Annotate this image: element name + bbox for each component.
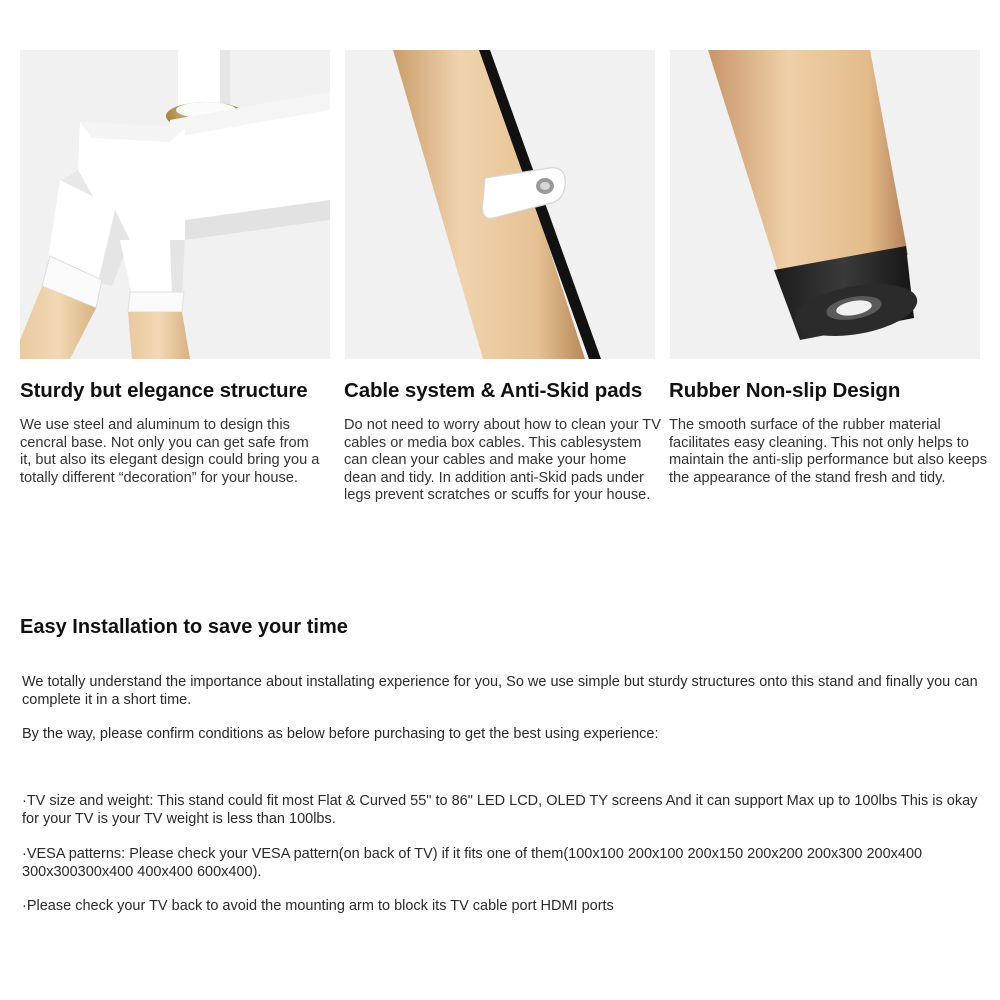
installation-note: By the way, please confirm conditions as below before purchasing to get the best using experience: [22,726,659,742]
condition-ports: ·Please check your TV back to avoid the mounting arm to block its TV cable port HDMI ports [22,898,614,914]
feature-title-cable: Cable system & Anti-Skid pads [344,379,643,402]
feature-photo-cable [345,50,655,359]
feature-photo-base [20,50,330,359]
cable-clip-illustration [345,50,655,359]
installation-title: Easy Installation to save your time [20,616,348,638]
feature-body-rubber: The smooth surface of the rubber material facilitates easy cleaning. This not only helps to maintain the anti-slip performance but also keeps the appearance of the stand fresh and tidy. [669,417,987,486]
base-joint-illustration [20,50,330,359]
installation-intro: We totally understand the importance about installating experience for you, So we use simple but sturdy structures onto this stand and finally you can complete it in a short time. [22,674,978,708]
rubber-foot-illustration [670,50,980,359]
condition-vesa: ·VESA patterns: Please check your VESA pattern(on back of TV) if it fits one of them(100x100 200x100 200x150 200x200 200x300 200x400 300x300300x400 400x400 600x400). [22,846,923,880]
feature-body-cable: Do not need to worry about how to clean your TV cables or media box cables. This cablesystem can clean your cables and make your home dean and tidy. In addition anti-Skid pads under legs prevent scratches or scuffs for your house. [344,417,661,504]
feature-title-rubber: Rubber Non-slip Design [669,379,901,402]
feature-photo-rubber [670,50,980,359]
feature-body-structure: We use steel and aluminum to design this cencral base. Not only you can get safe from it, but also its elegant design could bring you a totally different “decoration” for your house. [20,417,320,486]
condition-tv-size: ·TV size and weight: This stand could fit most Flat & Curved 55" to 86" LED LCD, OLED TY screens And it can support Max up to 100lbs This is okay for your TV is your TV weight is less than 100lbs. [22,793,978,827]
feature-title-structure: Sturdy but elegance structure [20,379,308,402]
